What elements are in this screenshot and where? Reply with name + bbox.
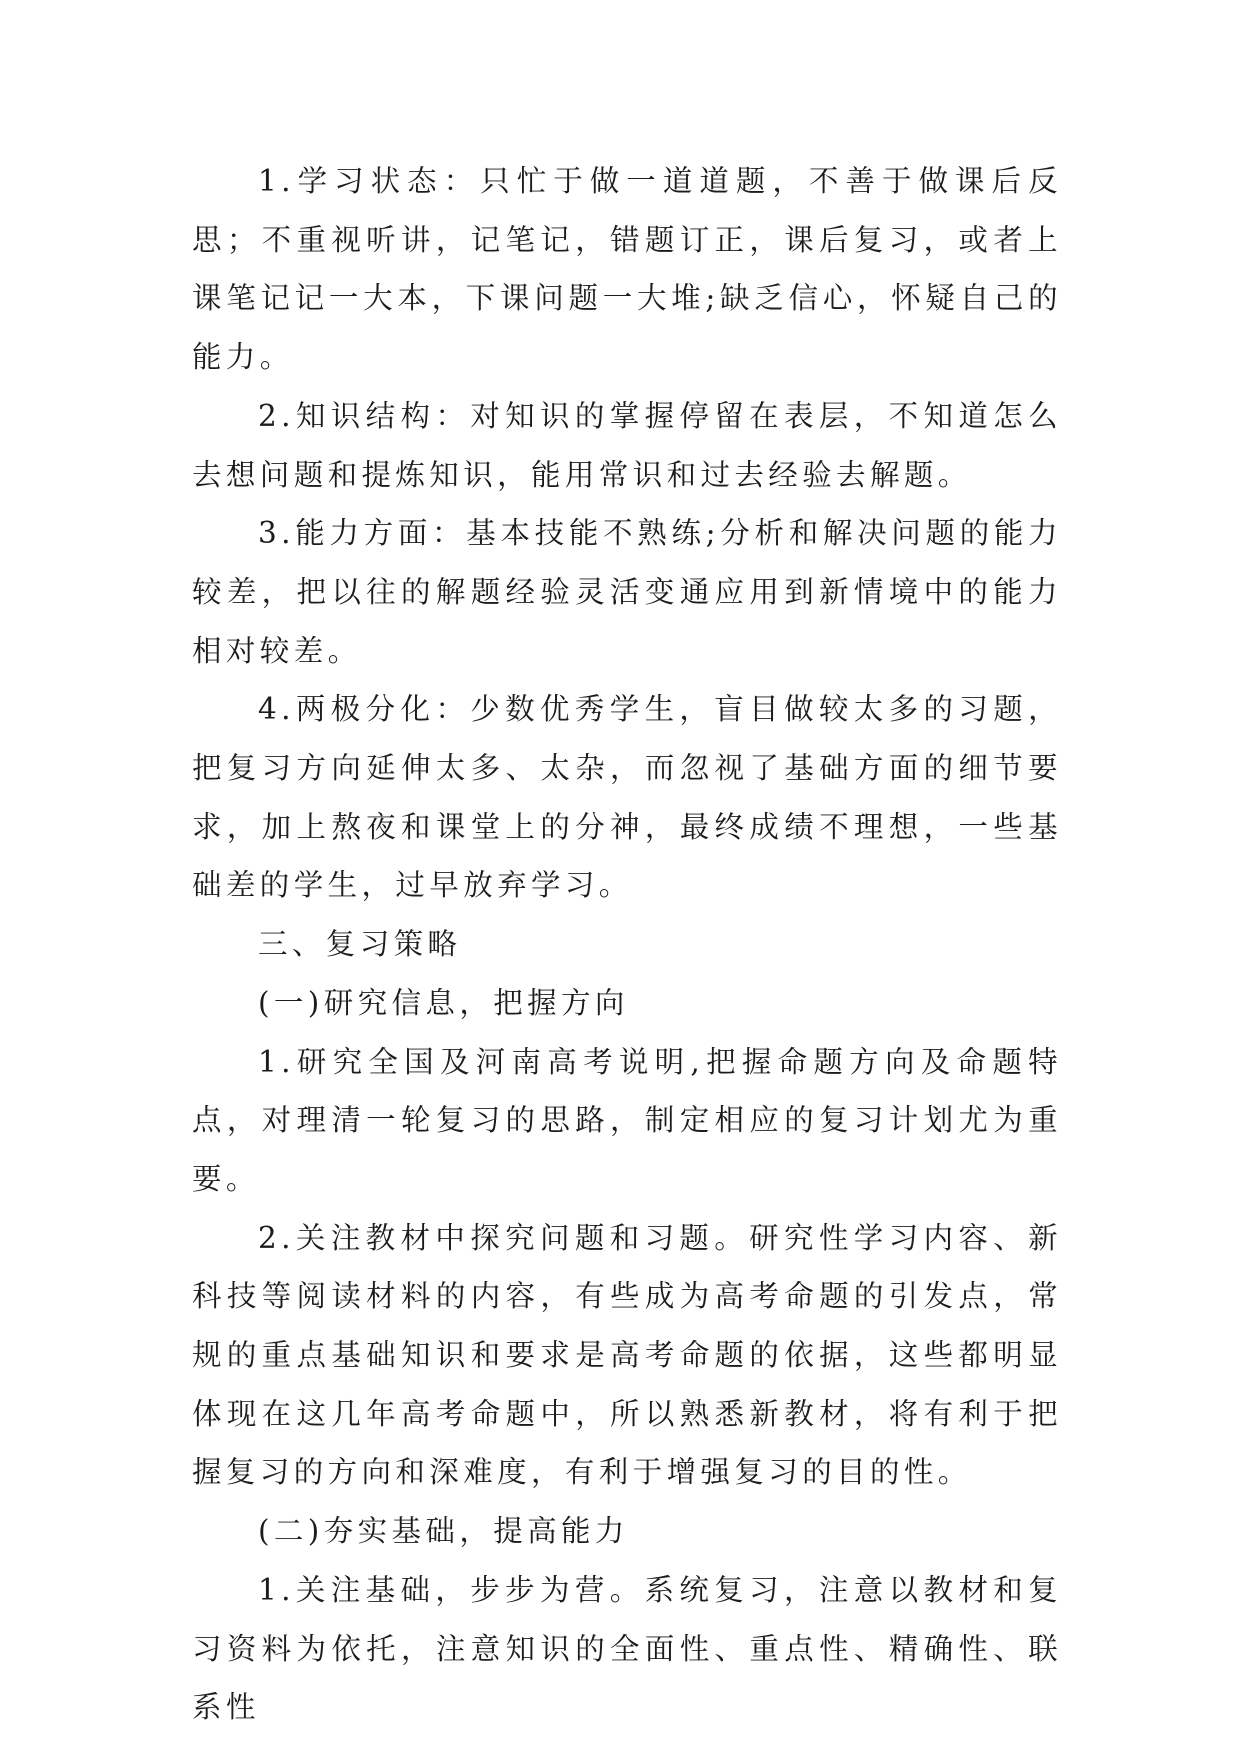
paragraph-learning-state: 1.学习状态：只忙于做一道道题，不善于做课后反思；不重视听讲，记笔记，错题订正，课后复习，或者上课笔记记一大本，下课问题一大堆;缺乏信心，怀疑自己的能力。 (192, 164, 1062, 375)
paragraph-research-exam-guide: 1.研究全国及河南高考说明,把握命题方向及命题特点，对理清一轮复习的思路，制定相应的复习计划尤为重要。 (192, 1044, 1062, 1196)
document-body (192, 152, 1062, 1737)
paragraph-focus-basics: 1.关注基础，步步为营。系统复习，注意以教材和复习资料为依托，注意知识的全面性、重点性、精确性、联系性 (192, 1572, 1062, 1725)
paragraph-ability: 3.能力方面：基本技能不熟练;分析和解决问题的能力较差，把以往的解题经验灵活变通应用到新情境中的能力相对较差。 (192, 516, 1062, 668)
subsection-heading-research-info: (一)研究信息，把握方向 (258, 985, 629, 1020)
subsection-heading-solid-foundation: (二)夯实基础，提高能力 (258, 1514, 629, 1549)
paragraph-textbook-focus: 2.关注教材中探究问题和习题。研究性学习内容、新科技等阅读材料的内容，有些成为高考命题的引发点，常规的重点基础知识和要求是高考命题的依据，这些都明显体现在这几年高考命题中，所以熟悉新教材，将有利于把握复习的方向和深难度，有利于增强复习的目的性。 (192, 1220, 1062, 1490)
paragraph-knowledge-structure: 2.知识结构：对知识的掌握停留在表层，不知道怎么去想问题和提炼知识，能用常识和过去经验去解题。 (192, 398, 1062, 492)
paragraph-polarization: 4.两极分化：少数优秀学生，盲目做较太多的习题，把复习方向延伸太多、太杂，而忽视了基础方面的细节要求，加上熬夜和课堂上的分神，最终成绩不理想，一些基础差的学生，过早放弃学习。 (192, 692, 1062, 903)
section-heading-review-strategy: 三、复习策略 (258, 927, 462, 962)
